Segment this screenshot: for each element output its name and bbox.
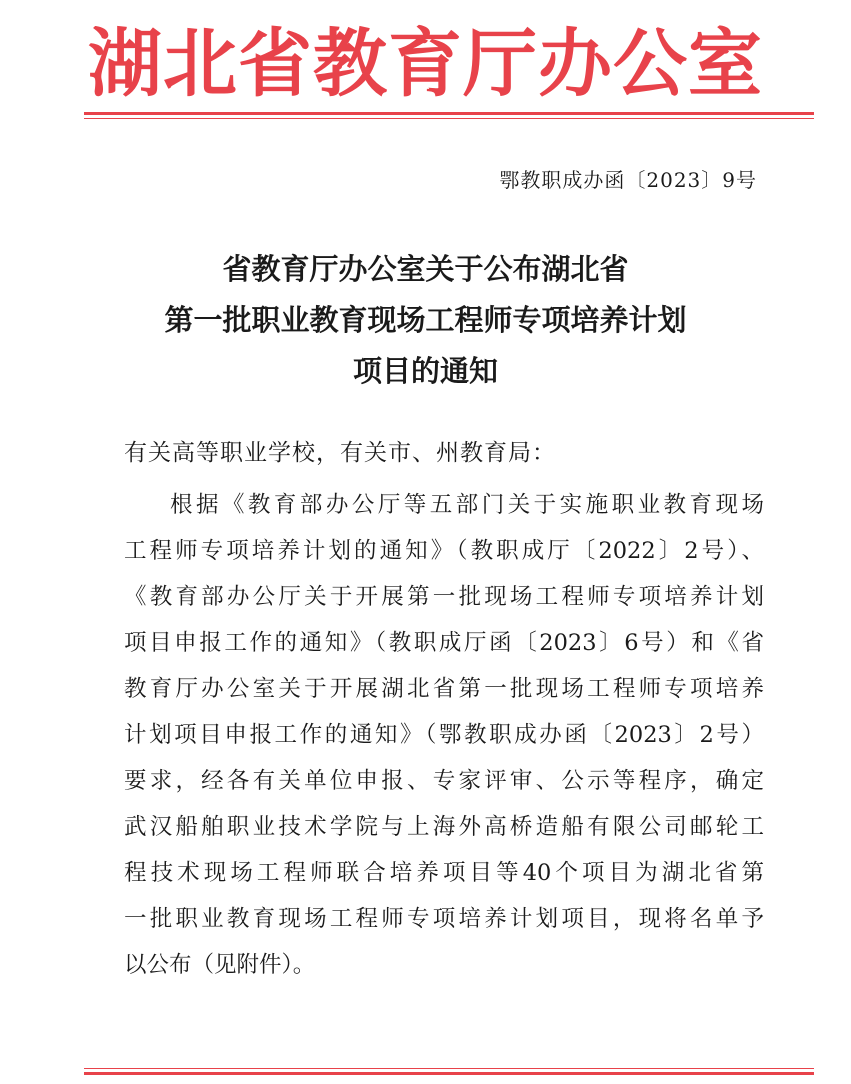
body-text xyxy=(124,482,764,988)
body-line: 项目申报工作的通知》（教职成厅函〔2023〕6号）和《省 xyxy=(124,630,764,656)
body-line: 要求，经各有关单位申报、专家评审、公示等程序，确定 xyxy=(124,768,764,794)
body-line: 一批职业教育现场工程师专项培养计划项目，现将名单予 xyxy=(124,906,764,932)
body-line: 教育厅办公室关于开展湖北省第一批现场工程师专项培养 xyxy=(124,676,764,702)
masthead-divider xyxy=(84,112,814,119)
body-line: 程技术现场工程师联合培养项目等40个项目为湖北省第 xyxy=(124,860,764,886)
body-line: 武汉船舶职业技术学院与上海外高桥造船有限公司邮轮工 xyxy=(124,814,764,840)
body-line: 《教育部办公厅关于开展第一批现场工程师专项培养计划 xyxy=(124,584,764,610)
body-line: 计划项目申报工作的通知》（鄂教职成办函〔2023〕2号） xyxy=(124,722,764,748)
title-line-1: 省教育厅办公室关于公布湖北省 xyxy=(222,252,629,286)
title-line-3: 项目的通知 xyxy=(352,354,498,388)
body-line: 工程师专项培养计划的通知》（教职成厅〔2022〕2号）、 xyxy=(124,538,764,564)
title-line-2: 第一批职业教育现场工程师专项培养计划 xyxy=(164,303,687,337)
body-line: 根据《教育部办公厅等五部门关于实施职业教育现场 xyxy=(170,492,764,518)
footer-divider xyxy=(84,1068,814,1075)
salutation: 有关高等职业学校，有关市、州教育局： xyxy=(124,440,556,466)
body-line: 以公布（见附件）。 xyxy=(124,952,316,978)
document-title xyxy=(0,244,851,397)
document-number: 鄂教职成办函〔2023〕9号 xyxy=(499,168,757,192)
masthead-title: 湖北省教育厅办公室 xyxy=(88,21,763,107)
